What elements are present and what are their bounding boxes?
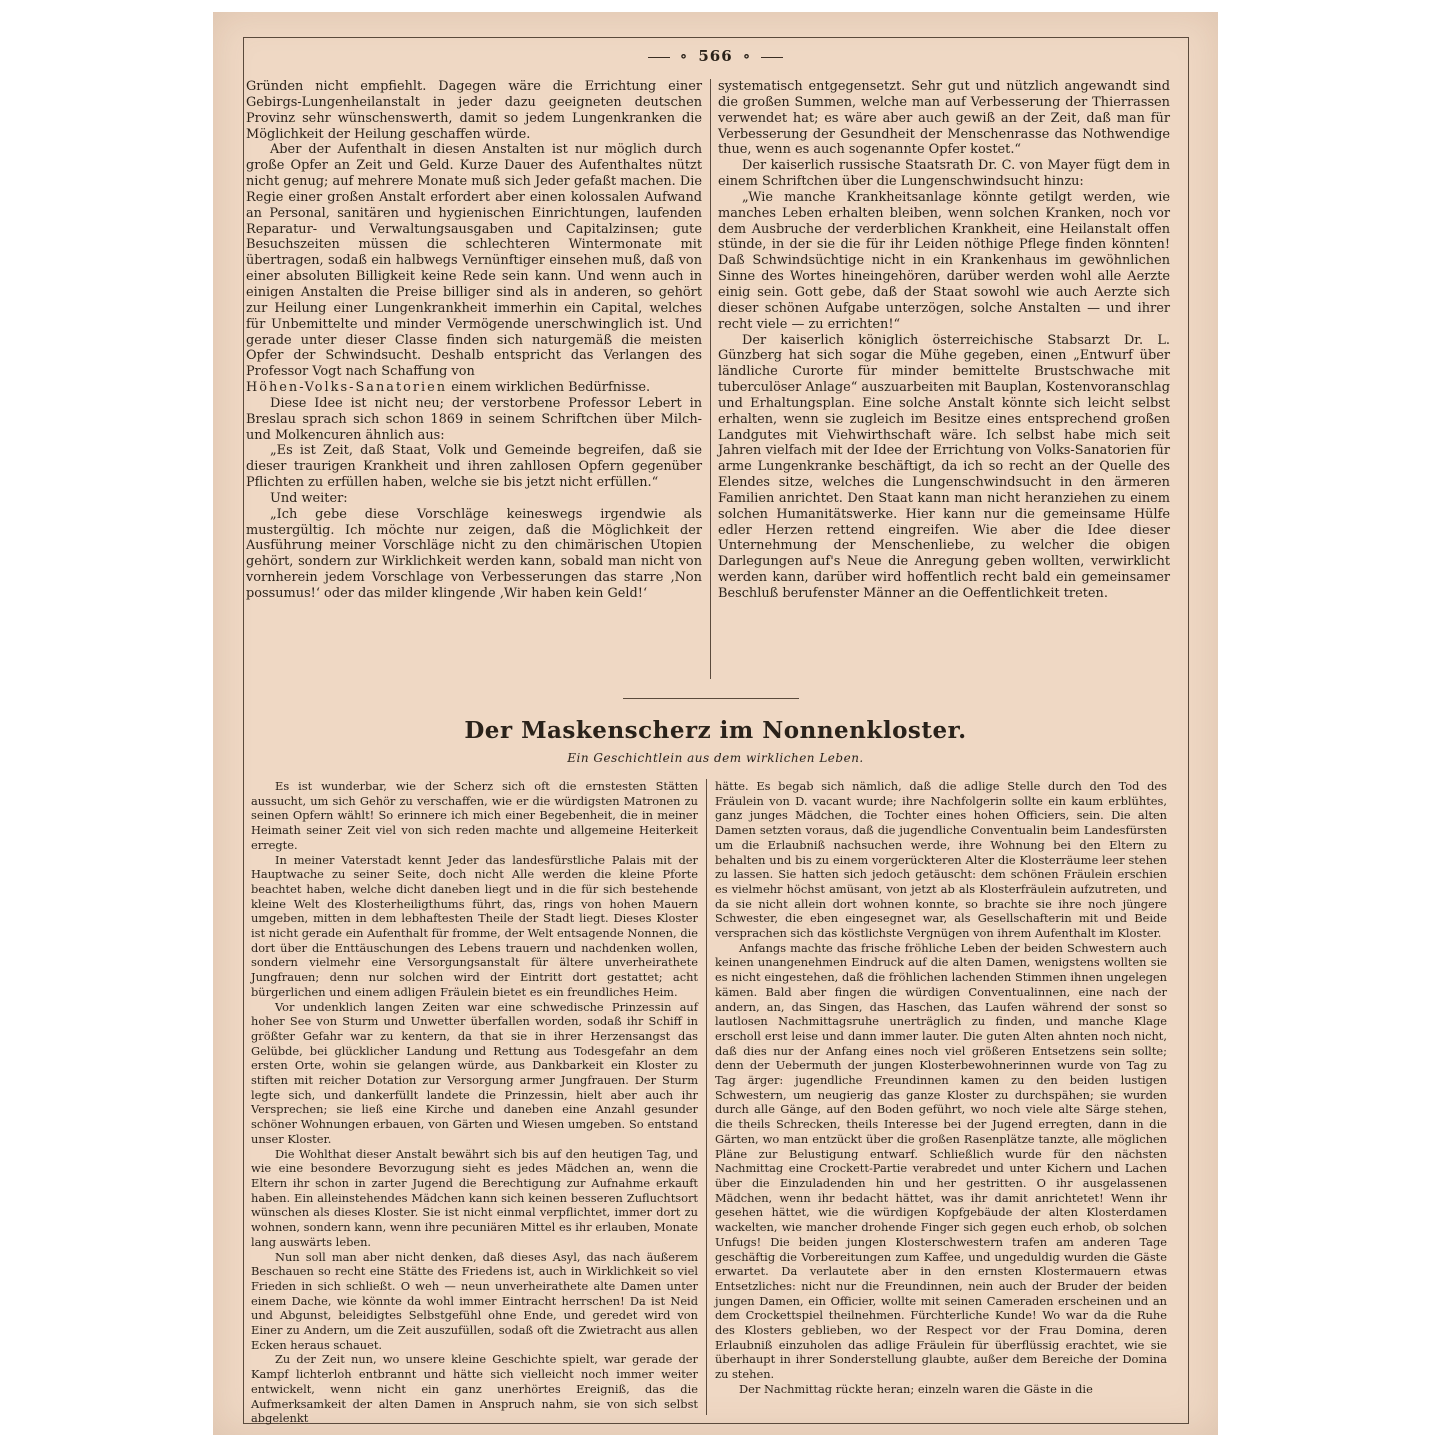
paragraph-emphasis (246, 380, 702, 396)
paragraph: Der Nachmittag rückte heran; einzeln waren die Gäste in die (739, 1381, 1093, 1396)
paragraph: Aber der Aufenthalt in diesen Anstalten ist nur möglich durch große Opfer an Zeit und Geld. Kurze Dauer des Aufenthaltes nützt nicht genug; auf mehrere Monate muß sich Jeder gefaßt machen. Die Regie einer großen Anstalt erfordert aber einen kolossalen Aufwand an Personal, sanitären und hygienischen Einrichtungen, laufenden Reparatur- und Verwaltungsausgaben und Capitalzinsen; gute Besuchszeiten müssen die schlechteren Wintermonate mit übertragen, sodaß ein halbwegs Vernünftiger einsehen muß, daß von einer absoluten Billigkeit keine Rede sein kann. Und wenn auch in einigen Anstalten die Preise billiger sind als in anderen, so gehört zur Heilung einer Lungenkrankheit immerhin ein Capital, welches für Unbemittelte und minder Vermögende unerschwinglich ist. Und gerade unter dieser Classe finden sich naturgemäß die meisten Opfer der Schwindsucht. Deshalb entspricht das Verlangen des Professor Vogt nach Schaffung von (246, 142, 702, 380)
paragraph: In meiner Vaterstadt kennt Jeder das landesfürstliche Palais mit der Hauptwache zu seiner Seite, doch nicht Alle werden die kleine Pforte beachtet haben, welche dicht daneben liegt und in die für sich bestehende kleine Welt des Klosterheiligthums führt, das, rings von hohen Mauern umgeben, mitten in dem lebhaftesten Theile der Stadt liegt. Dieses Kloster ist nicht gerade ein Aufenthalt für fromme, der Welt entsagende Nonnen, die dort über die Enttäuschungen des Lebens trauern und nachdenken wollen, sondern vielmehr eine Versorgungsanstalt für ältere unverheirathete Jungfrauen; denn nur solchen wird der Eintritt dort gestattet; acht bürgerlichen und einem adligen Fräulein bietet es ein freundliches Heim. (251, 852, 698, 999)
ornament-rule-right (761, 57, 783, 58)
paragraph: Der kaiserlich russische Staatsrath Dr. C. von Mayer fügt dem in einem Schriftchen über die Lungenschwindsucht hinzu: (718, 158, 1170, 190)
section-divider (623, 698, 799, 699)
paragraph: Gründen nicht empfiehlt. Dagegen wäre die Errichtung einer Gebirgs-Lungenheilanstalt in jeder dazu geeigneten deutschen Provinz sehr wünschenswerth, damit so jedem Lungenkranken die Möglichkeit der Heilung geschaffen würde. (246, 79, 702, 142)
paragraph: Die Wohlthat dieser Anstalt bewährt sich bis auf den heutigen Tag, und wie eine besondere Bevorzugung sieht es jedes Mädchen an, wenn die Eltern ihr schon in zarter Jugend die Berechtigung zur Aufnahme erkauft haben. Ein alleinstehendes Mädchen kann sich keinen besseren Zufluchtsort wünschen als dieses Kloster. Sie ist nicht einmal verpflichtet, immer dort zu wohnen, sondern kann, wenn ihre pecuniären Mittel es ihr erlauben, Monate lang auswärts leben. (251, 1146, 698, 1249)
story-subtitle: Ein Geschichtlein aus dem wirklichen Leben. (567, 751, 864, 765)
ornament-circle-icon: ∘ (679, 47, 689, 65)
paragraph: Zu der Zeit nun, wo unsere kleine Geschichte spielt, war gerade der Kampf lichterloh entbrannt und hätte sich vielleicht noch immer weiter entwickelt, wenn nicht ein ganz unerhörtes Ereigniß, das die Aufmerksamkeit der alten Damen in Anspruch nahm, sie von sich selbst abgelenkt (251, 1352, 698, 1426)
paragraph: hätte. Es begab sich nämlich, daß die adlige Stelle durch den Tod des Fräulein von D. vacant wurde; ihre Nachfolgerin sollte ein kaum erblühtes, ganz junges Mädchen, die Tochter eines hohen Officiers, sein. Die alten Damen setzten voraus, daß die jugendliche Conventualin beim Landesfürsten um die Erlaubniß nachsuchen werde, ihre Wohnung bei den Eltern zu behalten und bis zu einem vorgerückteren Alter die Klosterräume leer stehen zu lassen. Sie hatten sich jedoch getäuscht: dem schönen Fräulein erschien es vielmehr höchst amüsant, von jetzt ab als Klosterfräulein aufzutreten, und da sie nicht allein dort wohnen konnte, so brachte sie ihre noch jüngere Schwester, die eben eingesegnet war, als Gesellschafterin mit und Beide versprachen sich das köstlichste Vergnügen von ihrem Aufenthalt im Kloster. (715, 779, 1167, 941)
paragraph: Es ist wunderbar, wie der Scherz sich oft die ernstesten Stätten aussucht, um sich Gehör zu verschaffen, wie er die würdigsten Matronen zu seinen Opfern wählt! So erinnere ich mich einer Begebenheit, die in meiner Heimath seiner Zeit viel von sich reden machte und allgemeine Heiterkeit erregte. (251, 779, 698, 852)
story-right-column (715, 779, 1167, 1397)
article-top-right-column (718, 79, 1170, 602)
paragraph: systematisch entgegensetzt. Sehr gut und nützlich angewandt sind die großen Summen, welche man auf Verbesserung der Thierrassen verwendet hat; es wäre aber auch gewiß an der Zeit, daß man für Verbesserung der Gesundheit der Menschenrasse das Nothwendige thue, wenn es auch sogenannte Opfer kostet.“ (718, 79, 1170, 158)
page-number (213, 47, 1218, 65)
story-title: Der Maskenscherz im Nonnenkloster. (464, 717, 967, 744)
column-divider (706, 779, 707, 1415)
quote: „Es ist Zeit, daß Staat, Volk und Gemeinde begreifen, daß sie dieser traurigen Krankheit und ihren zahllosen Opfern gegenüber Pflichten zu erfüllen haben, welche sie bis jetzt nicht erfüllen.“ (246, 443, 702, 491)
ornament-rule-left (648, 57, 670, 58)
article-top-left-column (246, 79, 702, 602)
quote: „Ich gebe diese Vorschläge keineswegs irgendwie als mustergültig. Ich möchte nur zeigen, daß die Möglichkeit der Ausführung meiner Vorschläge nicht zu den chimärischen Utopien gehört, sondern zur Wirklichkeit werden kann, sobald man nicht von vornherein jedem Vorschlage von Verbesserungen das starre ‚Non possumus!‘ oder das milder klingende ‚Wir haben kein Geld!‘ (246, 506, 702, 601)
page-number-text: 566 (698, 47, 733, 65)
paragraph: Vor undenklich langen Zeiten war eine schwedische Prinzessin auf hoher See von Sturm und Unwetter überfallen worden, sodaß ihr Schiff in größter Gefahr war zu kentern, da that sie in ihrer Herzensangst das Gelübde, bei glücklicher Landung und Rettung aus Todesgefahr an dem ersten Orte, wohin sie gelangen würde, aus Dankbarkeit ein Kloster zu stiften mit reicher Dotation zur Versorgung armer Jungfrauen. Der Sturm legte sich, und dankerfüllt landete die Prinzessin, hielt aber auch ihr Versprechen; sie ließ eine Kirche und daneben eine Anzahl gesunder schöner Wohnungen erbauen, von Gärten und Wiesen umgeben. So entstand unser Kloster. (251, 999, 698, 1146)
paragraph: Anfangs machte das frische fröhliche Leben der beiden Schwestern auch keinen unangenehmen Eindruck auf die alten Damen, wenigstens wollten sie es nicht eingestehen, daß die fröhlichen lachenden Stimmen ihnen ungelegen kämen. Bald aber fingen die würdigen Conventualinnen, eine nach der andern, an, das Singen, das Haschen, das Laufen während der sonst so lautlosen Nachmittagsruhe unerträglich zu finden, und manche Klage erscholl erst leise und dann immer lauter. Die guten Alten ahnten noch nicht, daß dies nur der Anfang eines noch viel größeren Entsetzens sein sollte; denn der Uebermuth der jungen Klosterbewohnerinnen wurde von Tag zu Tag ärger: jugendliche Freundinnen kamen zu den beiden lustigen Schwestern, um neugierig das ganze Kloster zu durchspähen; sie wurden durch alle Gänge, auf den Boden geführt, wo noch viele alte Särge stehen, die theils Schrecken, theils Interesse bei der Jugend erregten, dann in die Gärten, wo man entzückt über die großen Rasenplätze tanzte, alle möglichen Pläne zur Belustigung entwarf. Schließlich wurde für den nächsten Nachmittag eine Crockett-Partie verabredet und unter Kichern und Lachen über die Einzuladenden hin und her gestritten. O ihr ausgelassenen Mädchen, wenn ihr bedacht hättet, was ihr damit anrichtetet! Wenn ihr gesehen hättet, wie die würdigen Kopfgebäude der alten Klosterdamen wackelten, wie mancher drohende Finger sich gegen euch erhob, ob solchen Unfugs! Die beiden jungen Klosterschwestern trafen am anderen Tage geschäftig die Vorbereitungen zum Kaffee, und ungeduldig wurden die Gäste erwartet. Da verlautete aber in den ernsten Klostermauern etwas Entsetzliches: nicht nur die Freundinnen, nein auch der Bruder der beiden jungen Damen, ein Officier, wollte mit seinen Cameraden erscheinen und an dem Crockettspiel theilnehmen. Fürchterliche Kunde! Wo war da die Ruhe des Klosters geblieben, wo der Respect vor der Frau Domina, deren Erlaubniß einzuholen das adlige Fräulein für überflüssig erachtet, wie sie überhaupt in ihrer Sonderstellung glaubte, außer dem Bereiche der Domina zu stehen. (715, 940, 1167, 1382)
column-divider (710, 79, 711, 679)
quote: „Wie manche Krankheitsanlage könnte getilgt werden, wie manches Leben erhalten bleiben, wenn solchen Kranken, noch vor dem Ausbruche der verderblichen Krankheit, eine Heilanstalt offen stünde, in der sie die für ihr Leiden nöthige Pflege finden könnten! Daß Schwindsüchtige nicht in ein Krankenhaus im gewöhnlichen Sinne des Wortes hineingehören, darüber werden wohl alle Aerzte einig sein. Gott gebe, daß der Staat sowohl wie auch Aerzte sich dieser schönen Aufgabe unterzögen, solche Anstalten — und ihrer recht viele — zu errichten!“ (718, 189, 1170, 332)
paragraph: Diese Idee ist nicht neu; der verstorbene Professor Lebert in Breslau sprach sich schon 1869 in seinem Schriftchen über Milch- und Molkencuren ähnlich aus: (246, 395, 702, 443)
ornament-circle-icon: ∘ (742, 47, 752, 65)
paragraph: Nun soll man aber nicht denken, daß dieses Asyl, das nach äußerem Beschauen so recht eine Stätte des Friedens ist, auch in Wirklichkeit so viel Frieden in sich schließt. O weh — neun unverheirathete alte Damen unter einem Dache, wie könnte da wohl immer Eintracht herrschen! Da ist Neid und Abgunst, beleidigtes Selbstgefühl ohne Ende, und geredet wird von Einer zu Andern, um die Zeit auszufüllen, sodaß oft die Zwietracht aus allen Ecken heraus schauet. (251, 1249, 698, 1352)
story-left-column (251, 779, 698, 1426)
magazine-page (213, 12, 1218, 1435)
paragraph: Der kaiserlich königlich österreichische Stabsarzt Dr. L. Günzberg hat sich sogar die Mühe gegeben, einen „Entwurf über ländliche Curorte für minder bemittelte Brustschwache mit tuberculöser Anlage“ auszuarbeiten mit Bauplan, Kostenvoranschlag und Erhaltungsplan. Eine solche Anstalt könnte sich leicht selbst erhalten, wenn sie zugleich im Besitze eines entsprechend großen Landgutes mit Viehwirthschaft wäre. Ich selbst habe mich seit Jahren vielfach mit der Idee der Errichtung von Volks-Sanatorien für arme Lungenkranke beschäftigt, da ich so recht an der Quelle des Elendes sitze, welches die Lungenschwindsucht in den ärmeren Familien anrichtet. Den Staat kann man nicht heranziehen zu einem solchen Humanitätswerke. Hier kann nur die gemeinsame Hülfe edler Herzen rettend eingreifen. Wie aber die Idee dieser Unternehmung der Menschenliebe, zu welcher die obigen Darlegungen auf's Neue die Anregung geben wollten, verwirklicht werden kann, darüber wird hoffentlich recht bald ein gemeinsamer Beschluß berufenster Männer an die Oeffentlichkeit treten. (718, 332, 1170, 601)
paragraph-tail: einem wirklichen Bedürfnisse. (451, 380, 651, 396)
paragraph: Und weiter: (270, 490, 348, 506)
emphasis-text: Höhen-Volks-Sanatorien (246, 380, 448, 396)
